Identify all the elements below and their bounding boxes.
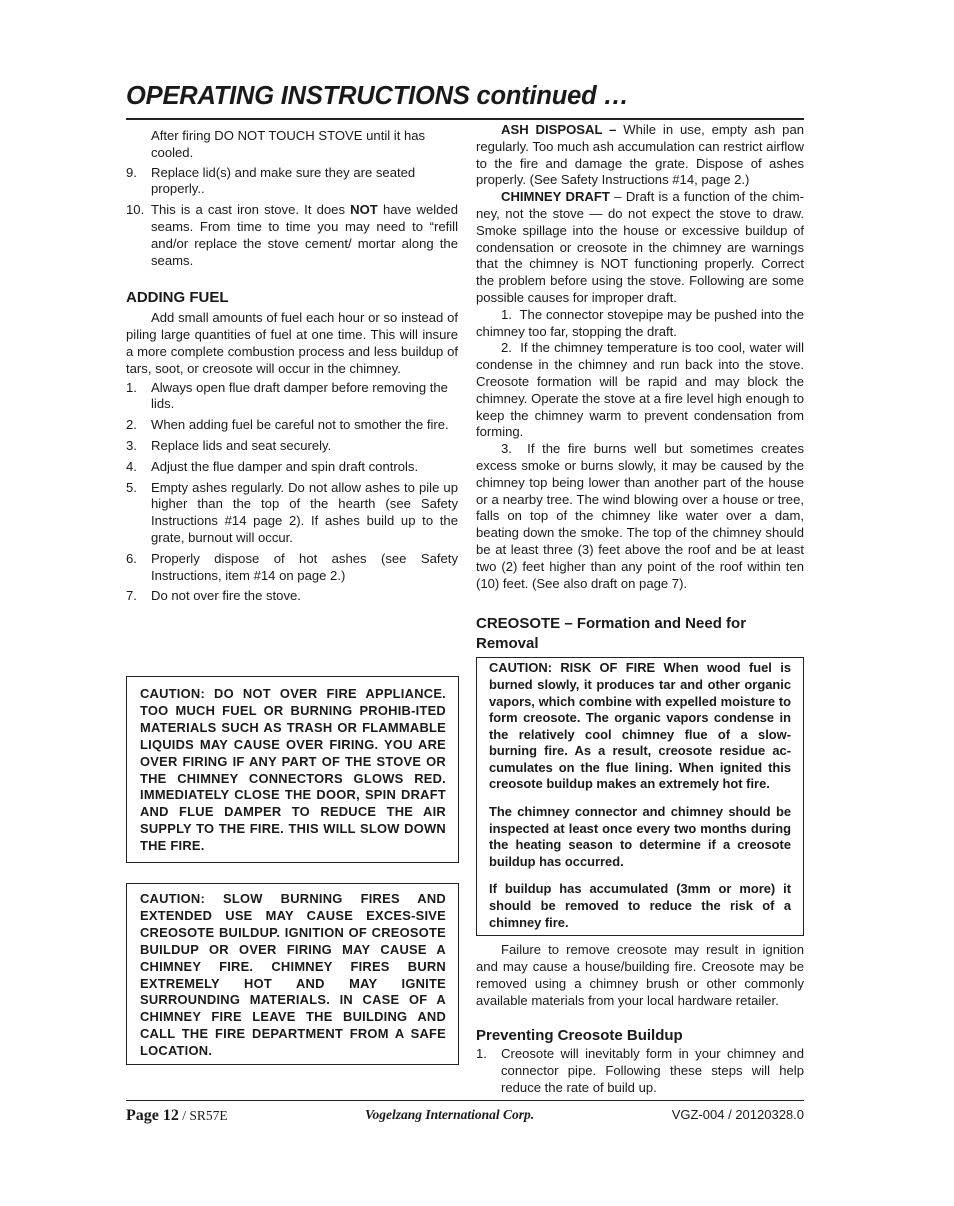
draft-cause: 2. If the chimney temperature is too cool, water will condense in the chimney and run back into the stove. Creosote formation will be rapid and may block the chimney. Operate the stove at a fire level high enough to keep the chimney warm to prevent condensation from forming. <box>476 340 804 440</box>
title-rule <box>126 118 804 120</box>
model-number: / SR57E <box>178 1108 228 1123</box>
bold-not: NOT <box>350 202 378 218</box>
list-item <box>126 551 458 585</box>
page-title: OPERATING INSTRUCTIONS continued … <box>126 82 629 110</box>
list-text: Empty ashes regularly. Do not allow ashes to pile up higher than the top of the hearth (see Safety Instructions #14 page 2). If ashes build up to the grate, burnout will occur. <box>151 479 458 545</box>
list-text: Properly dispose of hot ashes (see Safety Instructions, item #14 on page 2.) <box>151 550 458 583</box>
list-item <box>126 202 458 269</box>
list-text: Replace lid(s) and make sure they are seated properly.. <box>151 164 416 197</box>
adding-fuel-list <box>126 380 458 606</box>
draft-cause: 1. The connector stovepipe may be pushed into the chimney too far, stopping the draft. <box>476 306 804 339</box>
list-item <box>126 588 458 605</box>
list-text: Replace lids and seat securely. <box>151 437 332 453</box>
chimney-draft-text: – Draft is a function of the chim-ney, not the stove — do not expect the stove to draw. Smoke spillage into the house or excessive buildup of condensation or creosote in the chimney are warnings that the chimney is NOT functioning properly. Correct the problem before using the stove. Following are some possible causes for improper draft. <box>476 189 804 305</box>
caution-over-fire-box: CAUTION: DO NOT OVER FIRE APPLIANCE. TOO MUCH FUEL OR BURNING PROHIB-ITED MATERIALS SUCH AS TRASH OR FLAMMABLE LIQUIDS MAY CAUSE OVER FIRING. YOU ARE OVER FIRING IF ANY PART OF THE STOVE OR THE CHIMNEY CONNECTORS GLOWS RED. IMMEDIATELY CLOSE THE DOOR, SPIN DRAFT AND FLUE DAMPER TO REDUCE THE AIR SUPPLY TO THE FIRE. THIS WILL SLOW DOWN THE FIRE. <box>126 676 459 863</box>
right-column <box>476 122 804 1101</box>
footer-doc-code: VGZ-004 / 20120328.0 <box>671 1107 804 1122</box>
list-number: 3. <box>126 437 137 453</box>
list-text: When adding fuel be careful not to smother the fire. <box>151 417 449 433</box>
top-list <box>126 165 458 270</box>
chimney-draft-label: CHIMNEY DRAFT <box>501 189 610 205</box>
list-item <box>126 380 458 414</box>
caution-slow-burning-box: CAUTION: SLOW BURNING FIRES AND EXTENDED USE MAY CAUSE EXCES-SIVE CREOSOTE BUILDUP. IGNITION OF CREOSOTE BUILDUP OR OVER FIRING MAY CAUSE A CHIMNEY FIRE. CHIMNEY FIRES BURN EXTREMELY HOT AND MAY IGNITE SURROUNDING MATERIALS. IN CASE OF A CHIMNEY FIRE LEAVE THE BUILDING AND CALL THE FIRE DEPARTMENT FROM A SAFE LOCATION. <box>126 883 459 1065</box>
footer-company: Vogelzang International Corp. <box>365 1107 535 1122</box>
list-item <box>126 438 458 455</box>
list-number: 1. <box>126 379 137 395</box>
list-number: 5. <box>126 479 137 495</box>
page-number: Page 12 <box>126 1107 179 1124</box>
creosote-caution-para: The chimney connector and chimney should be inspected at least once every two months during the heating season to determine if a creosote buildup has occurred. <box>489 804 791 869</box>
ash-disposal-paragraph <box>476 122 804 189</box>
ash-disposal-label: ASH DISPOSAL – <box>501 122 617 137</box>
draft-cause: 3. If the fire burns well but sometimes creates excess smoke or burns slowly, it may be caused by the chimney top being lower than another part of the house or a nearby tree. The wind blowing over a house or tree, falls on top of the chimney like water over a dam, beating down the smoke. The top of the chimney should be at least three (3) feet above the roof and be at least two (2) feet higher than any point of the roof within ten (10) feet. (See also draft on page 7). <box>476 441 804 591</box>
list-item <box>126 417 458 434</box>
list-item <box>126 165 458 199</box>
intro-continued: After firing DO NOT TOUCH STOVE until it has cooled. <box>151 128 426 160</box>
ash-disposal-text: While in use, empty ash pan regularly. Too much ash accumulation can restrict airflow to the fire and damage the grate. Dispose of ashes properly. (See Safety Instructions #14, page 2.) <box>476 122 805 188</box>
list-item <box>126 480 458 547</box>
list-number: 1. <box>476 1046 487 1062</box>
footer-rule <box>126 1100 804 1101</box>
list-number: 2. <box>126 417 137 433</box>
list-number: 6. <box>126 550 137 566</box>
list-text: Creosote will inevitably form in your chimney and connector pipe. Following these steps will help reduce the rate of build up. <box>501 1046 804 1095</box>
list-text: Always open flue draft damper before removing the lids. <box>151 379 448 412</box>
list-item <box>476 1046 804 1096</box>
chimney-draft-paragraph <box>476 189 804 307</box>
list-number: 10. <box>126 202 145 218</box>
creosote-heading: CREOSOTE – Formation and Need for Removal <box>476 615 747 653</box>
list-number: 4. <box>126 458 137 474</box>
list-text: This is a cast iron stove. It does <box>151 202 351 218</box>
list-text: have welded seams. From time to time you may need to “refill and/or replace the stove cement/ mortar along the seams. <box>151 202 458 268</box>
left-column <box>126 128 458 609</box>
creosote-caution-box <box>476 657 804 936</box>
list-item <box>126 459 458 476</box>
creosote-caution-para: CAUTION: RISK OF FIRE When wood fuel is burned slowly, it produces tar and other organic vapors, which combine with expelled moisture to form creosote. The organic vapors condense in the relatively cool chimney flue of a slow-burning fire. As a result, creosote residue ac-cumulates on the flue lining. When ignited this creosote buildup makes an extremely hot fire. <box>489 660 791 792</box>
footer-page <box>126 1107 228 1125</box>
adding-fuel-intro: Add small amounts of fuel each hour or so instead of piling large quantities of fuel at one time. This will insure a more complete combustion process and less buildup of tars, soot, or creosote will occur in the chimney. <box>126 310 458 376</box>
creosote-failure-paragraph: Failure to remove creosote may result in ignition and may cause a house/building fire. Creosote may be removed using a chimney brush or other commonly available materials from your local hardware retailer. <box>476 942 804 1008</box>
list-text: Adjust the flue damper and spin draft controls. <box>151 458 419 474</box>
adding-fuel-heading: ADDING FUEL <box>126 289 229 307</box>
list-text: Do not over fire the stove. <box>151 588 301 604</box>
preventing-heading: Preventing Creosote Buildup <box>476 1027 683 1045</box>
list-number: 7. <box>126 588 137 604</box>
preventing-list <box>476 1046 804 1096</box>
creosote-caution-para: If buildup has accumulated (3mm or more) it should be removed to reduce the risk of a chimney fire. <box>489 881 791 930</box>
list-number: 9. <box>126 164 137 180</box>
